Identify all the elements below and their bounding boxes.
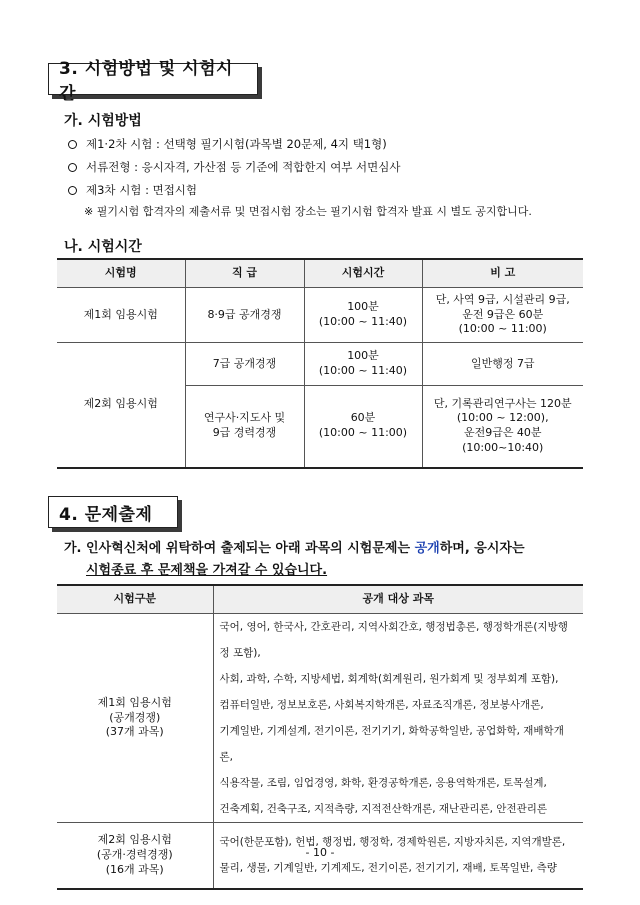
grade-cell [185,386,304,468]
remark-line: 운전9급은 40분 [463,426,542,440]
highlight-public: 공개 [414,541,440,556]
table-header: 시험구분 [57,585,213,614]
exam-line: 제1회 임용시험 [97,695,172,709]
table-row [57,288,583,343]
remark-line: (10:00 ~ 11:00) [458,322,547,336]
table-header: 시험시간 [304,259,422,288]
remark-line: 운전 9급은 60분 [462,307,544,321]
time-range: (10:00 ~ 11:00) [318,426,408,440]
time-cell [304,386,422,468]
paragraph-underlined: 시험종료 후 문제책을 가져갈 수 있습니다. [86,563,328,578]
time-duration: 100분 [347,300,379,314]
table-row [57,343,583,386]
paragraph-line-2 [64,560,594,582]
exam-line: (공개경쟁) [109,710,161,724]
table-row [57,614,583,823]
subject-line: 국어(한문포함), 헌법, 행정법, 행정학, 경제학원론, 지방자치론, 지역개발론, [219,836,566,849]
exam-time-table [57,258,583,469]
time-duration: 100분 [347,349,379,363]
exam-line: (16개 과목) [105,862,164,876]
remark-line: 단, 기록관리연구사는 120분 [433,396,572,410]
time-cell [304,288,422,343]
subsection-exam-time: 나. 시험시간 [64,239,142,255]
bullet-text: 제1·2차 시험 : 선택형 필기시험(과목별 20문제, 4지 택1형) [86,137,387,151]
time-duration: 60분 [350,411,376,425]
bullet-item-3 [68,182,197,198]
table-header: 공개 대상 과목 [213,585,583,614]
remark-cell [422,288,583,343]
time-cell [304,343,422,386]
subject-line: 물리, 생물, 기계일반, 기계제도, 전기이론, 전기기기, 재배, 토목일반, 측량 [219,862,557,875]
note-text: ※ 필기시험 합격자의 제출서류 및 면접시험 장소는 필기시험 합격자 발표 시 별도 공지합니다. [84,205,532,218]
exam-line: (37개 과목) [105,725,164,739]
grade-line: 연구사·지도사 및 [203,411,286,425]
exam-line: 제2회 임용시험 [97,832,172,846]
circle-bullet-icon [68,186,77,195]
subject-line: 건축계획, 건축구조, 지적측량, 지적전산학개론, 재난관리론, 안전관리론 [219,803,548,815]
exam-name-cell: 제2회 임용시험 [57,343,185,468]
disclosure-paragraph [64,538,594,582]
remark-cell [422,386,583,468]
section-3-title: 3. 시험방법 및 시험시간 [48,63,258,95]
subject-line: 사회, 과학, 수학, 지방세법, 회계학(회계원리, 원가회계 및 정부회계 포함), [219,673,559,685]
subject-line: 식용작물, 조림, 임업경영, 화학, 환경공학개론, 응용역학개론, 토목설계, [219,777,547,789]
bullet-text: 제3차 시험 : 면접시험 [86,183,198,197]
table-header: 시험명 [57,259,185,288]
time-range: (10:00 ~ 11:40) [318,315,408,328]
bullet-text: 서류전형 : 응시자격, 가산점 등 기준에 적합한지 여부 서면심사 [86,160,401,174]
grade-cell: 8·9급 공개경쟁 [185,288,304,343]
subsection-exam-method: 가. 시험방법 [64,113,142,129]
bullet-item-2 [68,159,401,175]
grade-cell: 7급 공개경쟁 [185,343,304,386]
section-4-title: 4. 문제출제 [48,496,178,528]
paragraph-prefix: 가. 인사혁신처에 위탁하여 출제되는 아래 과목의 시험문제는 [64,541,415,556]
paragraph-line-1 [64,538,594,560]
subject-line: 국어, 영어, 한국사, 간호관리, 지역사회간호, 행정법총론, 행정학개론(지방행정 포함), [219,621,568,659]
subject-line: 기계일반, 기계설계, 전기이론, 전기기기, 화학공학일반, 공업화학, 재배학개론, [219,725,564,763]
remark-line: 단, 사역 9급, 시설관리 9급, [435,292,570,306]
exam-name-cell: 제1회 임용시험 [57,288,185,343]
time-range: (10:00 ~ 11:40) [318,364,408,377]
remark-line: (10:00 ~ 12:00), [456,411,549,425]
grade-line: 9급 경력경쟁 [212,426,277,440]
paragraph-mid: 하며, 응시자는 [439,541,525,556]
remark-line: (10:00~10:40) [462,441,544,455]
table-header: 직 급 [185,259,304,288]
subjects-cell [213,614,583,823]
remark-cell: 일반행정 7급 [422,343,583,386]
page-number: - 10 - [305,846,335,859]
table-header: 비 고 [422,259,583,288]
circle-bullet-icon [68,140,77,149]
public-subjects-table [57,584,583,890]
exam-division-cell [57,614,213,823]
bullet-item-1 [68,136,387,152]
exam-line: (공개·경력경쟁) [96,847,173,861]
subject-line: 컴퓨터일반, 정보보호론, 사회복지학개론, 자료조직개론, 정보봉사개론, [219,699,544,711]
circle-bullet-icon [68,163,77,172]
